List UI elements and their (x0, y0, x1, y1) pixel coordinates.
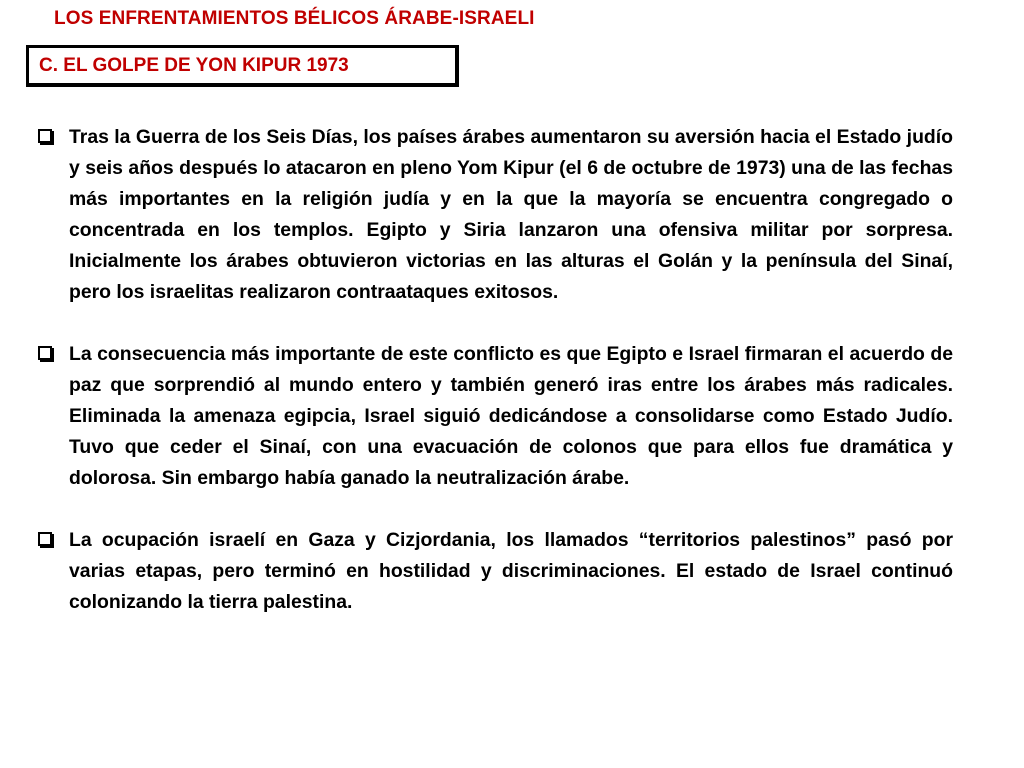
section-heading-box (26, 45, 459, 87)
checkbox-icon (38, 129, 52, 143)
page-title: LOS ENFRENTAMIENTOS BÉLICOS ÁRABE-ISRAELI (54, 8, 535, 29)
section-heading: C. EL GOLPE DE YON KIPUR 1973 (39, 55, 349, 76)
bullet-text: La ocupación israelí en Gaza y Cizjordania, los llamados “territorios palestinos” pasó por varias etapas, pero terminó en hostilidad y discriminaciones. El estado de Israel continuó colonizando la tierra palestina. (69, 529, 953, 613)
bullet-text: La consecuencia más importante de este conflicto es que Egipto e Israel firmaran el acuerdo de paz que sorprendió al mundo entero y también generó iras entre los árabes más radicales. Eliminada la amenaza egipcia, Israel siguió dedicándose a consolidarse como Estado Judío. Tuvo que ceder el Sinaí, con una evacuación de colonos que para ellos fue dramática y dolorosa. Sin embargo había ganado la neutralización árabe. (69, 343, 953, 489)
bullet-list (38, 122, 953, 618)
list-item (38, 525, 953, 618)
checkbox-icon (38, 532, 52, 546)
checkbox-icon (38, 346, 52, 360)
list-item (38, 339, 953, 494)
list-item (38, 122, 953, 308)
bullet-text: Tras la Guerra de los Seis Días, los países árabes aumentaron su aversión hacia el Estado judío y seis años después lo atacaron en pleno Yom Kipur (el 6 de octubre de 1973) una de las fechas más importantes en la religión judía y en la que la mayoría se encuentra congregado o concentrada en los templos. Egipto y Siria lanzaron una ofensiva militar por sorpresa. Inicialmente los árabes obtuvieron victorias en las alturas el Golán y la península del Sinaí, pero los israelitas realizaron contraataques exitosos. (69, 126, 953, 303)
